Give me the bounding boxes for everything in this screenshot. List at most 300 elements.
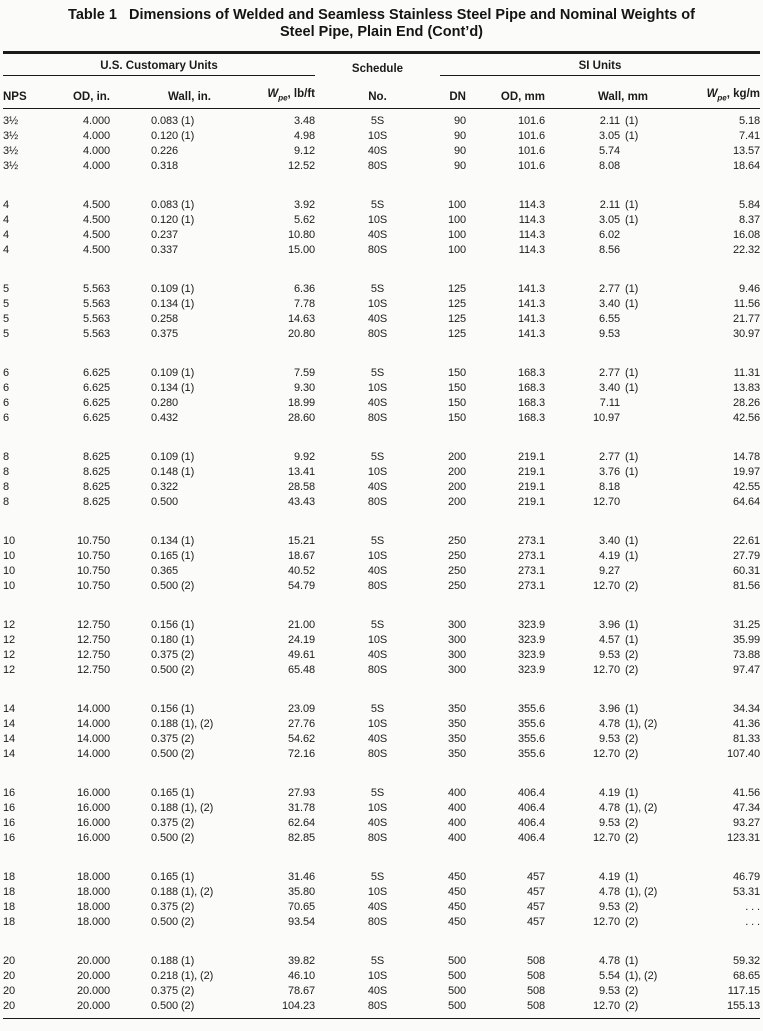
cell-weight-kgm: 13.83: [732, 382, 760, 394]
cell-schedule-no: 40S: [367, 817, 388, 829]
cell-wall-mm: 9.53: [598, 985, 620, 997]
cell-wall-mm-note: (1), (2): [625, 886, 658, 898]
cell-weight-kgm: 35.99: [732, 634, 760, 646]
cell-weight-kgm: 11.31: [733, 367, 760, 379]
pipe-size-group: [3, 534, 760, 594]
table-row: [3, 663, 760, 678]
cell-wall-mm-note: (2): [625, 649, 639, 661]
cell-wall-mm-note: [620, 495, 665, 510]
cell-od-in: 14.000: [76, 718, 110, 730]
cell-schedule-no: 10S: [367, 970, 388, 982]
cell-wall-in: 0.134 (1): [151, 298, 195, 310]
cell-weight-kgm: 73.88: [732, 649, 760, 661]
cell-wall-mm-note: (2): [625, 985, 639, 997]
cell-wall-in: 0.500 (2): [151, 1000, 195, 1012]
cell-od-in: 6.625: [82, 382, 110, 394]
cell-wall-mm: 9.53: [598, 817, 620, 829]
cell-od-in: 6.625: [82, 397, 110, 409]
cell-weight-kgm: 93.27: [732, 817, 760, 829]
cell-wall-in: 0.188 (1): [151, 955, 195, 967]
cell-wall-mm-note: [620, 159, 665, 174]
cell-wall-in: 0.318: [151, 160, 179, 172]
col-header-dn: DN: [449, 91, 466, 103]
cell-dn: 100: [447, 214, 466, 226]
cell-dn: 250: [447, 550, 466, 562]
cell-wall-mm: 2.11: [599, 115, 620, 127]
cell-wall-mm-note: [620, 480, 665, 495]
cell-nps: 8: [3, 451, 10, 463]
table-title-line2: Steel Pipe, Plain End (Cont’d): [279, 24, 483, 40]
cell-wall-in: 0.500 (2): [151, 580, 195, 592]
cell-weight-kgm: 53.31: [732, 886, 760, 898]
cell-wall-mm: 9.53: [598, 328, 620, 340]
cell-weight-kgm: 22.32: [732, 244, 760, 256]
table-row: [3, 786, 760, 801]
table-row: [3, 801, 760, 816]
cell-weight-kgm: 31.25: [732, 619, 760, 631]
table-title-line1: Table 1 Dimensions of Welded and Seamless Stainless Steel Pipe and Nominal Weights of: [68, 7, 695, 23]
cell-wall-mm: 12.70: [592, 832, 620, 844]
pipe-size-group: [3, 702, 760, 762]
cell-wall-in: 0.109 (1): [151, 367, 195, 379]
table-row: [3, 900, 760, 915]
cell-od-in: 4.000: [82, 145, 110, 157]
cell-wall-mm: 12.70: [592, 1000, 620, 1012]
cell-wall-mm-note: (1): [625, 703, 639, 715]
cell-weight-kgm: 117.15: [727, 985, 760, 997]
col-header-wpe-lbft: [255, 88, 315, 104]
cell-od-in: 5.563: [82, 283, 110, 295]
cell-od-in: 4.000: [82, 130, 110, 142]
cell-dn: 100: [447, 244, 466, 256]
cell-od-in: 4.500: [82, 199, 110, 211]
cell-wall-in: 0.156 (1): [151, 619, 195, 631]
pipe-size-group: [3, 198, 760, 258]
cell-od-in: 12.750: [76, 664, 110, 676]
cell-schedule-no: 5S: [370, 367, 385, 379]
table-row: [3, 144, 760, 159]
cell-wall-mm: 3.96: [598, 619, 620, 631]
cell-schedule-no: 10S: [367, 466, 388, 478]
cell-wall-mm: 9.53: [598, 649, 620, 661]
cell-nps: 3½: [3, 130, 19, 142]
cell-nps: 14: [3, 718, 16, 730]
cell-od-in: 12.750: [76, 649, 110, 661]
pipe-size-group: [3, 366, 760, 426]
cell-wall-mm: 4.78: [598, 802, 620, 814]
cell-od-in: 8.625: [82, 496, 110, 508]
cell-weight-lbft: 23.09: [287, 703, 315, 715]
cell-wall-in: 0.120 (1): [151, 214, 195, 226]
cell-wall-mm-note: [620, 312, 665, 327]
cell-weight-kgm: 60.31: [732, 565, 760, 577]
cell-wall-mm-note: (1): [625, 199, 639, 211]
cell-wall-mm-note: (2): [625, 1000, 639, 1012]
cell-weight-kgm: 46.79: [732, 871, 760, 883]
cell-wall-mm: 4.19: [598, 550, 620, 562]
cell-schedule-no: 80S: [367, 748, 388, 760]
cell-dn: 150: [447, 397, 466, 409]
cell-weight-lbft: 20.80: [287, 328, 315, 340]
cell-od-in: 4.000: [82, 160, 110, 172]
cell-nps: 12: [3, 634, 16, 646]
table-row: [3, 579, 760, 594]
cell-dn: 250: [447, 565, 466, 577]
cell-od-in: 5.563: [82, 328, 110, 340]
cell-wall-in: 0.500 (2): [151, 748, 195, 760]
cell-nps: 20: [3, 970, 16, 982]
cell-wall-mm: 4.78: [598, 886, 620, 898]
cell-wall-mm-note: (1): [625, 214, 639, 226]
cell-schedule-no: 80S: [367, 160, 388, 172]
table-row: [3, 159, 760, 174]
cell-od-in: 18.000: [76, 886, 110, 898]
cell-nps: 6: [3, 397, 10, 409]
cell-wall-mm-note: (1): [625, 634, 639, 646]
cell-od-mm: 141.3: [517, 298, 545, 310]
cell-od-in: 5.563: [82, 313, 110, 325]
cell-od-in: 4.500: [82, 214, 110, 226]
cell-wall-in: 0.109 (1): [151, 451, 195, 463]
cell-schedule-no: 10S: [367, 718, 388, 730]
cell-dn: 125: [447, 298, 466, 310]
cell-od-mm: 168.3: [517, 382, 545, 394]
cell-weight-kgm: . . .: [745, 901, 760, 913]
cell-od-mm: 323.9: [517, 649, 545, 661]
cell-od-mm: 406.4: [517, 817, 545, 829]
cell-dn: 250: [447, 580, 466, 592]
cell-wall-in: 0.156 (1): [151, 703, 195, 715]
cell-od-mm: 355.6: [517, 733, 545, 745]
cell-nps: 20: [3, 1000, 16, 1012]
cell-weight-lbft: 31.78: [287, 802, 315, 814]
cell-wall-mm-note: [620, 411, 665, 426]
cell-od-in: 4.500: [82, 229, 110, 241]
cell-schedule-no: 80S: [367, 1000, 388, 1012]
cell-od-in: 5.563: [82, 298, 110, 310]
cell-weight-lbft: 9.92: [293, 451, 315, 463]
cell-dn: 300: [447, 619, 466, 631]
cell-od-mm: 508: [526, 955, 545, 967]
cell-weight-kgm: 27.79: [732, 550, 760, 562]
cell-schedule-no: 80S: [367, 496, 388, 508]
cell-wall-mm: 12.70: [592, 748, 620, 760]
cell-od-mm: 219.1: [517, 451, 545, 463]
cell-dn: 450: [447, 871, 466, 883]
table-row: [3, 564, 760, 579]
cell-od-mm: 457: [526, 886, 545, 898]
cell-weight-kgm: 41.56: [732, 787, 760, 799]
cell-od-in: 18.000: [76, 871, 110, 883]
cell-schedule-no: 80S: [367, 832, 388, 844]
cell-wall-mm-note: [620, 228, 665, 243]
cell-weight-kgm: 41.36: [732, 718, 760, 730]
cell-nps: 6: [3, 412, 10, 424]
cell-wall-mm-note: (1): [625, 871, 639, 883]
cell-od-in: 10.750: [76, 535, 110, 547]
cell-weight-kgm: 30.97: [732, 328, 760, 340]
table-row: [3, 984, 760, 999]
cell-wall-mm-note: (1), (2): [625, 802, 658, 814]
table-row: [3, 999, 760, 1014]
cell-od-mm: 114.3: [518, 244, 545, 256]
w-subscript: pe: [278, 93, 288, 102]
pipe-size-group: [3, 282, 760, 342]
cell-weight-lbft: 49.61: [287, 649, 315, 661]
cell-weight-kgm: 81.56: [732, 580, 760, 592]
cell-nps: 5: [3, 298, 10, 310]
cell-wall-mm: 12.70: [592, 580, 620, 592]
cell-nps: 5: [3, 313, 10, 325]
cell-weight-lbft: 104.23: [281, 1000, 315, 1012]
cell-wall-mm: 9.27: [598, 565, 620, 577]
cell-od-mm: 114.3: [518, 199, 545, 211]
cell-dn: 100: [447, 199, 466, 211]
cell-dn: 150: [447, 382, 466, 394]
cell-nps: 16: [3, 802, 16, 814]
cell-wall-mm-note: [620, 243, 665, 258]
cell-wall-mm-note: (2): [625, 832, 639, 844]
cell-wall-in: 0.120 (1): [151, 130, 195, 142]
cell-wall-mm: 4.19: [598, 787, 620, 799]
cell-od-in: 14.000: [76, 748, 110, 760]
cell-schedule-no: 5S: [370, 787, 385, 799]
cell-nps: 20: [3, 955, 16, 967]
cell-schedule-no: 5S: [370, 199, 385, 211]
cell-dn: 250: [447, 535, 466, 547]
cell-dn: 500: [447, 985, 466, 997]
cell-weight-kgm: 123.31: [726, 832, 760, 844]
table-row: [3, 282, 760, 297]
cell-weight-kgm: 81.33: [732, 733, 760, 745]
cell-nps: 3½: [3, 115, 19, 127]
cell-od-in: 10.750: [76, 580, 110, 592]
cell-od-in: 20.000: [76, 955, 110, 967]
cell-schedule-no: 40S: [367, 229, 388, 241]
cell-wall-mm-note: (2): [625, 664, 639, 676]
cell-schedule-no: 80S: [367, 412, 388, 424]
cell-weight-kgm: 42.56: [732, 412, 760, 424]
cell-od-mm: 273.1: [517, 580, 545, 592]
schedule-header-line2: No.: [368, 91, 387, 103]
cell-weight-lbft: 15.21: [287, 535, 315, 547]
cell-schedule-no: 10S: [367, 214, 388, 226]
cell-od-in: 16.000: [76, 817, 110, 829]
cell-od-mm: 141.3: [517, 313, 545, 325]
cell-od-mm: 457: [526, 901, 545, 913]
col-header-nps: NPS: [3, 91, 27, 103]
cell-weight-lbft: 9.30: [293, 382, 315, 394]
cell-wall-mm: 3.76: [598, 466, 620, 478]
cell-schedule-no: 5S: [370, 703, 385, 715]
cell-nps: 3½: [3, 160, 19, 172]
cell-od-in: 4.000: [82, 115, 110, 127]
cell-wall-mm-note: (2): [625, 916, 639, 928]
cell-wall-mm-note: (1): [625, 619, 639, 631]
cell-wall-in: 0.165 (1): [151, 550, 195, 562]
cell-weight-lbft: 15.00: [287, 244, 315, 256]
cell-wall-in: 0.134 (1): [151, 535, 195, 547]
cell-wall-mm: 9.53: [598, 733, 620, 745]
cell-wall-mm: 2.77: [598, 283, 620, 295]
cell-wall-mm-note: (1), (2): [625, 718, 658, 730]
cell-weight-lbft: 35.80: [287, 886, 315, 898]
cell-weight-kgm: 14.78: [732, 451, 760, 463]
cell-weight-lbft: 21.00: [287, 619, 315, 631]
cell-od-in: 8.625: [82, 481, 110, 493]
cell-weight-lbft: 40.52: [287, 565, 315, 577]
cell-wall-mm-note: (2): [625, 580, 639, 592]
table-row: [3, 747, 760, 762]
cell-od-in: 4.500: [82, 244, 110, 256]
cell-od-mm: 273.1: [517, 550, 545, 562]
cell-od-in: 10.750: [76, 550, 110, 562]
cell-weight-lbft: 9.12: [293, 145, 315, 157]
cell-weight-lbft: 54.79: [287, 580, 315, 592]
table-row: [3, 816, 760, 831]
cell-wall-mm: 2.77: [598, 367, 620, 379]
table-row: [3, 732, 760, 747]
cell-od-in: 14.000: [76, 703, 110, 715]
cell-weight-kgm: 19.97: [732, 466, 760, 478]
cell-weight-lbft: 28.60: [287, 412, 315, 424]
pipe-size-group: [3, 450, 760, 510]
table-row: [3, 831, 760, 846]
cell-weight-kgm: 47.34: [732, 802, 760, 814]
cell-schedule-no: 10S: [367, 886, 388, 898]
si-units-group-header: SI Units: [440, 59, 760, 76]
cell-wall-in: 0.188 (1), (2): [151, 802, 214, 814]
cell-weight-lbft: 54.62: [287, 733, 315, 745]
cell-od-mm: 273.1: [517, 535, 545, 547]
cell-dn: 200: [447, 496, 466, 508]
cell-wall-mm-note: (1): [625, 535, 639, 547]
table-row: [3, 465, 760, 480]
cell-wall-in: 0.337: [151, 244, 179, 256]
cell-schedule-no: 10S: [367, 298, 388, 310]
cell-schedule-no: 5S: [370, 115, 385, 127]
cell-od-in: 18.000: [76, 916, 110, 928]
cell-od-mm: 114.3: [518, 214, 545, 226]
cell-wall-mm: 8.08: [598, 160, 620, 172]
cell-weight-lbft: 43.43: [287, 496, 315, 508]
col-header-od-mm: OD, mm: [500, 91, 545, 103]
table-body: [3, 109, 760, 1018]
cell-od-in: 8.625: [82, 466, 110, 478]
cell-weight-lbft: 27.93: [287, 787, 315, 799]
cell-od-mm: 323.9: [517, 664, 545, 676]
table-row: [3, 213, 760, 228]
cell-nps: 20: [3, 985, 16, 997]
cell-weight-lbft: 31.46: [287, 871, 315, 883]
cell-weight-kgm: 11.56: [733, 298, 760, 310]
cell-od-mm: 219.1: [517, 466, 545, 478]
cell-weight-kgm: 59.32: [732, 955, 760, 967]
cell-schedule-no: 5S: [370, 619, 385, 631]
cell-od-mm: 101.6: [517, 145, 545, 157]
cell-schedule-no: 10S: [367, 802, 388, 814]
cell-dn: 90: [453, 130, 466, 142]
table-row: [3, 480, 760, 495]
cell-weight-lbft: 65.48: [287, 664, 315, 676]
cell-nps: 14: [3, 703, 16, 715]
cell-wall-in: 0.500 (2): [151, 664, 195, 676]
cell-od-mm: 219.1: [517, 481, 545, 493]
cell-wall-mm: 12.70: [592, 664, 620, 676]
cell-od-mm: 323.9: [517, 634, 545, 646]
pipe-size-group: [3, 954, 760, 1014]
cell-nps: 18: [3, 886, 16, 898]
col-header-od-in: OD, in.: [72, 91, 110, 103]
cell-od-in: 20.000: [76, 1000, 110, 1012]
cell-dn: 450: [447, 916, 466, 928]
cell-schedule-no: 80S: [367, 916, 388, 928]
cell-wall-in: 0.134 (1): [151, 382, 195, 394]
cell-wall-mm: 3.05: [598, 130, 620, 142]
cell-wall-in: 0.226: [151, 145, 179, 157]
cell-weight-lbft: 7.78: [293, 298, 315, 310]
cell-dn: 500: [447, 1000, 466, 1012]
table-row: [3, 885, 760, 900]
cell-schedule-no: 5S: [370, 451, 385, 463]
cell-wall-in: 0.083 (1): [151, 115, 195, 127]
cell-wall-in: 0.375 (2): [151, 649, 195, 661]
cell-wall-mm: 4.78: [598, 718, 620, 730]
cell-dn: 400: [447, 787, 466, 799]
table-row: [3, 198, 760, 213]
table-row: [3, 396, 760, 411]
cell-schedule-no: 10S: [367, 634, 388, 646]
cell-wall-mm: 4.57: [598, 634, 620, 646]
cell-weight-lbft: 28.58: [287, 481, 315, 493]
cell-nps: 18: [3, 871, 16, 883]
cell-wall-mm: 3.40: [598, 535, 620, 547]
cell-schedule-no: 40S: [367, 313, 388, 325]
cell-wall-mm: 4.78: [598, 955, 620, 967]
cell-wall-mm: 12.70: [592, 496, 620, 508]
w-subscript: pe: [717, 93, 727, 102]
cell-schedule-no: 40S: [367, 985, 388, 997]
cell-od-mm: 273.1: [517, 565, 545, 577]
cell-schedule-no: 80S: [367, 328, 388, 340]
w-units: , lb/ft: [287, 87, 315, 100]
cell-od-mm: 168.3: [517, 397, 545, 409]
cell-nps: 14: [3, 733, 16, 745]
cell-dn: 400: [447, 802, 466, 814]
cell-nps: 10: [3, 580, 16, 592]
cell-weight-kgm: 155.13: [726, 1000, 760, 1012]
cell-weight-lbft: 6.36: [293, 283, 315, 295]
table-row: [3, 618, 760, 633]
cell-wall-mm: 8.18: [598, 481, 620, 493]
cell-wall-mm: 3.96: [598, 703, 620, 715]
cell-nps: 18: [3, 901, 16, 913]
cell-od-mm: 141.3: [517, 328, 545, 340]
cell-schedule-no: 5S: [370, 871, 385, 883]
cell-weight-lbft: 12.52: [287, 160, 315, 172]
cell-nps: 14: [3, 748, 16, 760]
cell-od-mm: 508: [526, 1000, 545, 1012]
col-header-wall-mm: Wall, mm: [597, 91, 649, 103]
cell-wall-in: 0.258: [151, 313, 179, 325]
cell-weight-kgm: 13.57: [732, 145, 760, 157]
cell-wall-in: 0.109 (1): [151, 283, 195, 295]
cell-weight-kgm: 9.46: [738, 283, 760, 295]
cell-wall-in: 0.432: [151, 412, 179, 424]
cell-dn: 350: [447, 718, 466, 730]
cell-schedule-no: 40S: [367, 397, 388, 409]
table-row: [3, 534, 760, 549]
